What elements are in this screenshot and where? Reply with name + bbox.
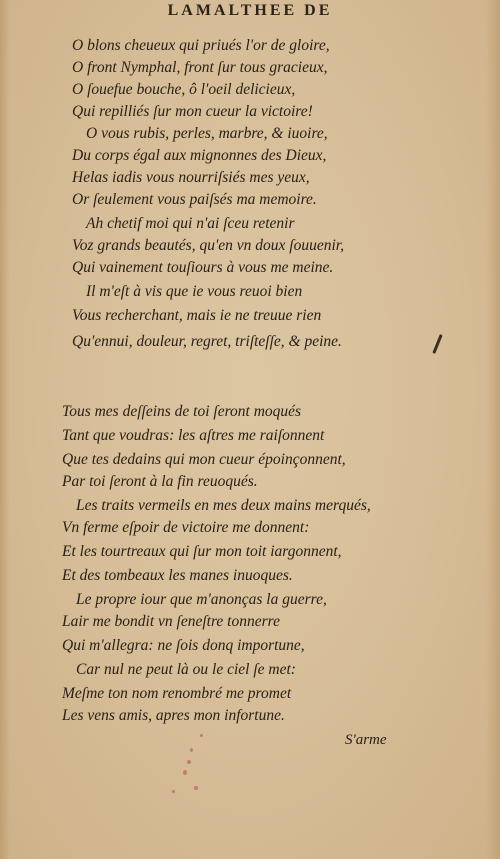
verse-line: Voz grands beautés, qu'en vn doux ſouuenir, bbox=[72, 237, 344, 254]
verse-line: O blons cheueux qui priués l'or de gloire, bbox=[72, 37, 330, 54]
verse-line: Et les tourtreaux qui ſur mon toit iargonnent, bbox=[62, 543, 342, 560]
verse-line: Que tes dedains qui mon cueur époinçonnent, bbox=[62, 451, 346, 468]
verse-line: Le propre iour que m'anonças la guerre, bbox=[76, 591, 327, 608]
verse-line: O front Nymphal, front ſur tous gracieux, bbox=[72, 59, 328, 76]
verse-line: Tous mes deſſeins de toi ſeront moqués bbox=[62, 403, 302, 420]
ink-stain bbox=[183, 770, 187, 775]
verse-line: Qui m'allegra: ne ſois donq importune, bbox=[62, 637, 305, 654]
verse-line: Du corps égal aux mignonnes des Dieux, bbox=[72, 147, 327, 164]
catchword: S'arme bbox=[345, 732, 387, 748]
verse-line: Qui repilliés ſur mon cueur la victoire! bbox=[72, 103, 313, 120]
verse-line: Vous recherchant, mais ie ne treuue rien bbox=[72, 307, 322, 324]
verse-line: Qui vainement touſiours à vous me meine. bbox=[72, 259, 334, 276]
verse-line: O vous rubis, perles, marbre, & iuoire, bbox=[86, 125, 328, 142]
verse-line: Vn ferme eſpoir de victoire me donnent: bbox=[62, 519, 310, 536]
ink-stain bbox=[172, 790, 175, 793]
page-edge-left bbox=[0, 0, 10, 859]
verse-line: Or ſeulement vous paiſsés ma memoire. bbox=[72, 191, 317, 208]
verse-line: Les vens amis, apres mon infortune. bbox=[62, 707, 285, 724]
running-head: LAMALTHEE DE bbox=[167, 2, 333, 19]
verse-line: O ſouefue bouche, ô l'oeil delicieux, bbox=[72, 81, 296, 98]
verse-line: Lair me bondit vn ſeneſtre tonnerre bbox=[62, 613, 280, 630]
verse-line: Il m'eſt à vis que ie vous reuoi bien bbox=[86, 283, 303, 300]
verse-line: Par toi ſeront à la fin reuoqués. bbox=[62, 473, 258, 490]
ink-stain bbox=[190, 748, 193, 752]
verse-line: Qu'ennui, douleur, regret, triſteſſe, & peine. bbox=[72, 333, 342, 350]
ink-stain bbox=[200, 734, 203, 737]
verse-line: Meſme ton nom renombré me promet bbox=[62, 685, 292, 702]
verse-line: Tant que voudras: les aſtres me raiſonnent bbox=[62, 427, 325, 444]
margin-pen-mark bbox=[432, 334, 442, 354]
verse-line: Les traits vermeils en mes deux mains merqués, bbox=[76, 497, 371, 514]
verse-line: Ah chetif moi qui n'ai ſceu retenir bbox=[86, 215, 295, 232]
verse-line: Helas iadis vous nourriſsiés mes yeux, bbox=[72, 169, 310, 186]
page-edge-right bbox=[486, 0, 500, 859]
verse-line: Et des tombeaux les manes inuoques. bbox=[62, 567, 293, 584]
verse-line: Car nul ne peut là ou le ciel ſe met: bbox=[76, 661, 296, 678]
ink-stain bbox=[187, 760, 191, 764]
ink-stain bbox=[194, 786, 198, 790]
